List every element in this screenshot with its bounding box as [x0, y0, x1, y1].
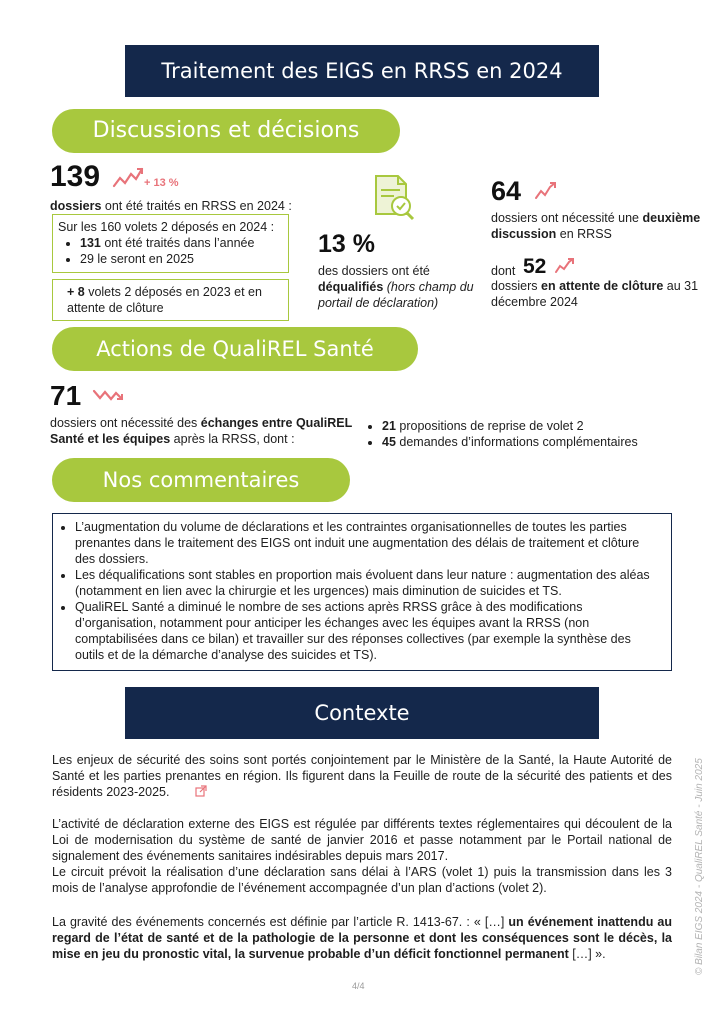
trend-up-icon	[554, 256, 576, 276]
comments-box	[52, 513, 672, 671]
volets-list	[58, 235, 283, 267]
trend-up-icon	[534, 180, 558, 202]
trend-down-icon	[92, 386, 128, 404]
treated-trend: + 13 %	[144, 177, 179, 189]
context-para-4: La gravité des événements concernés est définie par l’article R. 1413-67. : « […] un événement inattendu au regard de l’état de santé et de la pathologie de la personne et dont les conséquences sont le décès, la mise en jeu du pronostic vital, la survenue probable d’un déficit fonctionnel permanent […] ».	[52, 915, 672, 961]
list-item: • 131 ont été traités dans l’année	[80, 235, 283, 251]
volets-intro: Sur les 160 volets 2 déposés en 2024 :	[58, 220, 275, 234]
context-para-2: L’activité de déclaration externe des EIGS est régulée par différents textes réglementaires qui découlent de la Loi de modernisation du système de santé de janvier 2016 et passe notamment par le Portail national de signalement des événements sanitaires indésirables depuis mars 2017.	[52, 817, 672, 863]
trend-up-icon	[112, 166, 146, 190]
list-item: • 21 propositions de reprise de volet 2	[382, 418, 722, 434]
pending-text: dossiers en attente de clôture au 31 décembre 2024	[491, 279, 699, 309]
context-para-3: Le circuit prévoit la réalisation d’une déclaration sans délai à l’ARS (volet 1) puis la transmission dans les 3 mois de l’analyse approfondie de l’événement accompagnée d’un plan d’actions (volet 2).	[52, 865, 672, 895]
section-actions-title: Actions de QualiREL Santé	[52, 327, 418, 371]
document-check-icon	[372, 172, 418, 222]
extra-volets-box: + 8 volets 2 déposés en 2023 et en attente de clôture	[52, 279, 289, 321]
pending-count: 52	[523, 255, 547, 278]
treated-label: dossiers ont été traités en RRSS en 2024 :	[50, 199, 292, 213]
side-copyright-note: © Bilan EIGS 2024 - QualiREL Santé - Juin 2025	[694, 758, 705, 975]
page-header	[125, 45, 599, 97]
page-title: Traitement des EIGS en RRSS en 2024	[161, 59, 563, 83]
volets-box	[52, 214, 289, 273]
comments-list	[57, 519, 661, 663]
second-discussion-count: 64	[491, 176, 522, 206]
section-context-title: Contexte	[125, 687, 599, 739]
actions-list	[366, 418, 722, 450]
list-item: • Les déqualifications sont stables en proportion mais évoluent dans leur nature : augmentation des aléas (notamment en lien avec la chirurgie et les urgences) mais diminution de suicides et TS.	[75, 567, 661, 599]
context-para-1: Les enjeux de sécurité des soins sont portés conjointement par le Ministère de la Santé, la Haute Autorité de Santé et les parties prenantes en région. Ils figurent dans la Feuille de route de la sécurité des patients et des résidents 2023-2025.	[52, 753, 672, 799]
second-discussion-text: dossiers ont nécessité une deuxième discussion en RRSS	[491, 211, 701, 241]
page-number: 4/4	[352, 981, 365, 991]
list-item: • L’augmentation du volume de déclarations et les contraintes organisationnelles de toutes les parties prenantes dans le traitement des EIGS ont induit une augmentation des délais de traitement et clôture des dossiers.	[75, 519, 661, 567]
list-item: • 29 le seront en 2025	[80, 251, 283, 267]
list-item: • QualiREL Santé a diminué le nombre de ses actions après RRSS grâce à des modifications d’organisation, notamment pour anticiper les échanges avec les équipes avant la RRSS (non comptabilisées dans ce bilan) et travailler sur des réponses collectives (par exemple la synthèse des outils et de la démarche d’analyse des suicides et TS).	[75, 599, 661, 663]
treated-count: 139	[50, 160, 101, 193]
external-link-icon[interactable]	[195, 785, 207, 797]
actions-count: 71	[50, 380, 82, 411]
list-item: • 45 demandes d’informations complémentaires	[382, 434, 722, 450]
dequal-text: des dossiers ont été déqualifiés (hors champ du portail de déclaration)	[318, 264, 474, 310]
section-comments-title: Nos commentaires	[52, 458, 350, 502]
pending-prefix: dont	[491, 264, 516, 278]
dequal-percent: 13 %	[318, 230, 375, 258]
actions-text: dossiers ont nécessité des échanges entre QualiREL Santé et les équipes après la RRSS, dont :	[50, 416, 352, 446]
section-discussions-title: Discussions et décisions	[52, 109, 400, 153]
